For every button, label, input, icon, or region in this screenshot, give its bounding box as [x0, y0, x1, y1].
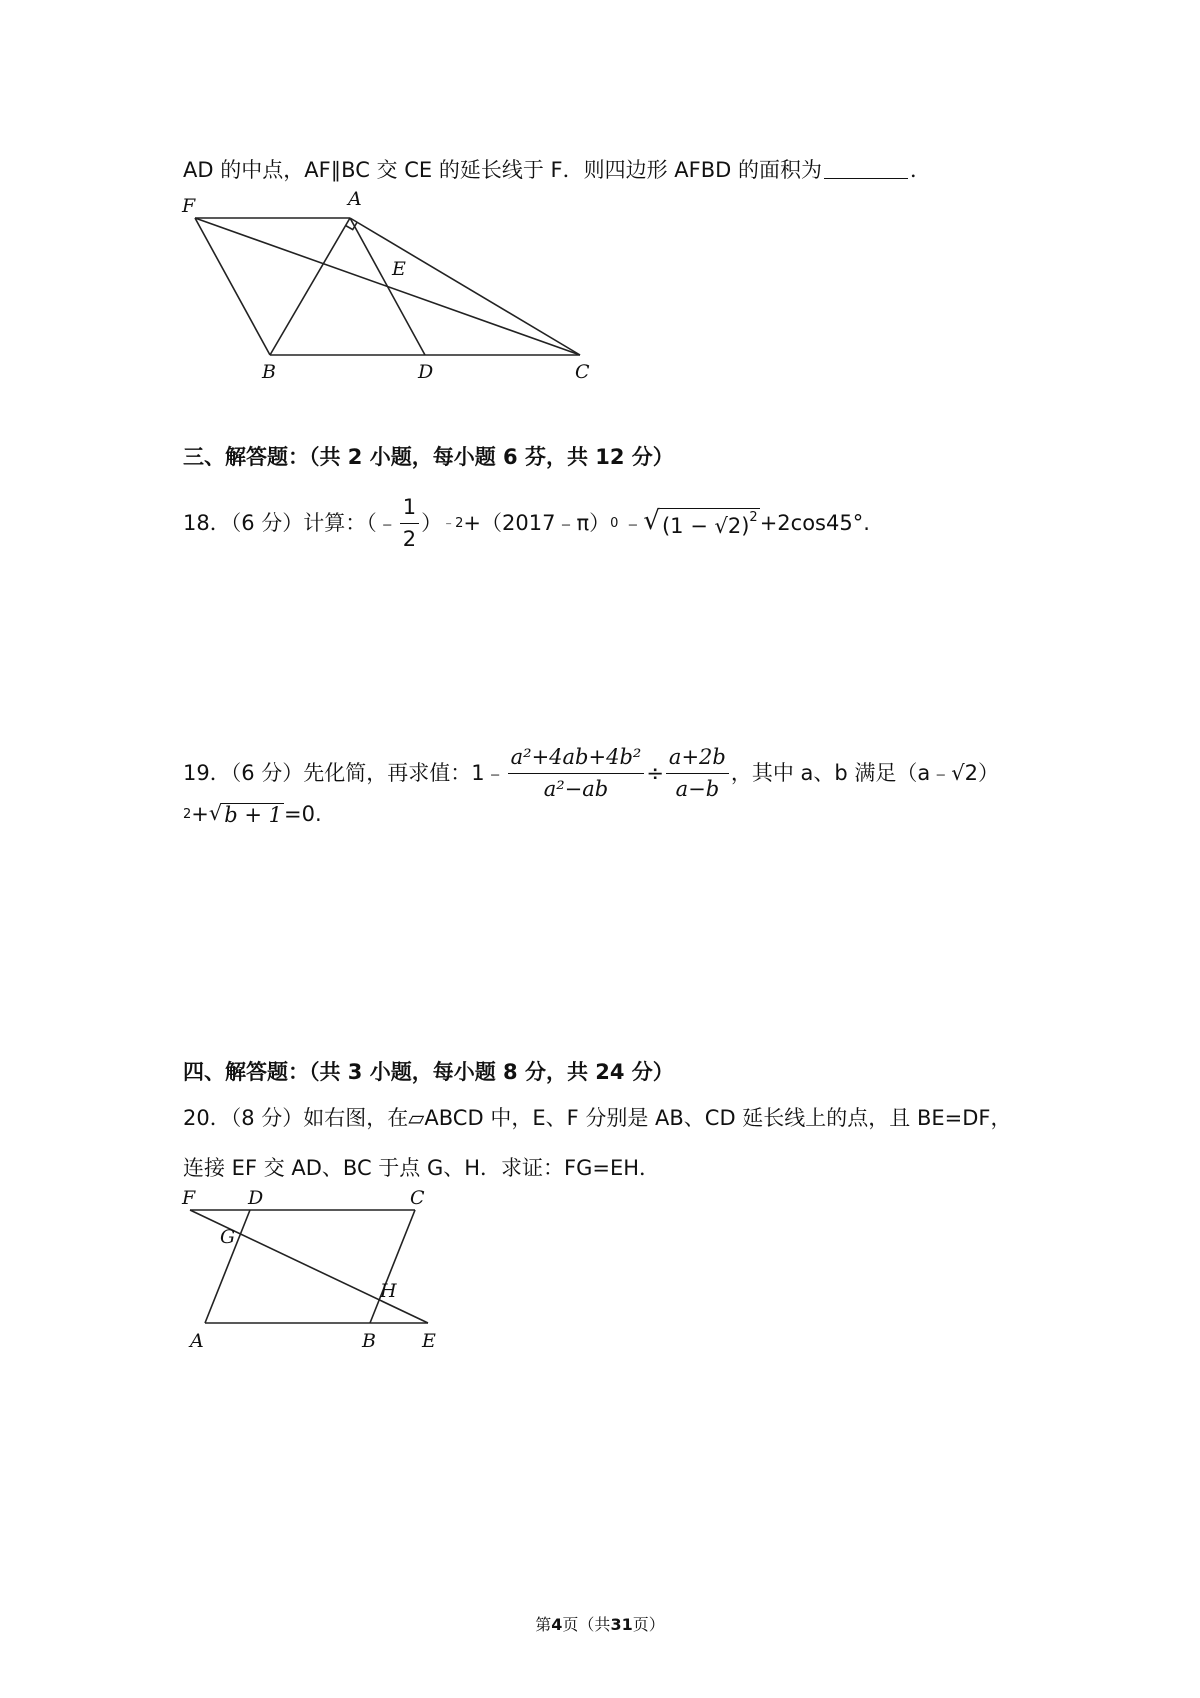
label-c: C: [575, 361, 590, 383]
section-3-heading: 三、解答题：（共 2 小题，每小题 6 芬，共 12 分）: [183, 445, 674, 469]
q19-mid: ，其中 a、b 满足（a﹣√2）: [730, 761, 1000, 786]
q18-exponent-zero: 0: [610, 515, 619, 531]
footer-post: 页）: [632, 1615, 665, 1634]
figure-20: [170, 1185, 460, 1355]
label-c: C: [410, 1187, 425, 1209]
fraction-denominator: 2: [402, 527, 417, 552]
q18-exponent-neg2: ﹣2: [442, 515, 464, 531]
label-f: F: [182, 1187, 196, 1209]
question-20-line-2: 连接 EF 交 AD、BC 于点 G、H．求证：FG=EH．: [183, 1156, 661, 1180]
fraction-main: [508, 745, 645, 802]
segment-ad: [350, 218, 425, 355]
q19-end: =0.: [284, 802, 322, 826]
question-20-line-1: 20．（8 分）如右图，在▱ABCD 中，E、F 分别是 AB、CD 延长线上的点，且 BE=DF，: [183, 1106, 1012, 1130]
q18-mid: +（2017﹣π）: [463, 511, 611, 536]
label-d: D: [248, 1187, 264, 1209]
fraction-divisor-denominator: a−b: [675, 777, 720, 802]
q19-prefix: 19．（6 分）先化简，再求值：1﹣: [183, 761, 506, 786]
label-b: B: [362, 1330, 376, 1352]
q18-minus: ﹣: [622, 511, 644, 536]
radicand-b: b + 1: [224, 803, 283, 827]
q18-suffix: +2cos45°.: [759, 511, 870, 536]
radicand-expr: (1 − √2): [661, 514, 750, 539]
footer-page-number: 4: [551, 1615, 563, 1634]
label-h: H: [380, 1280, 397, 1302]
q19-exponent: 2: [183, 807, 192, 822]
label-a: A: [190, 1330, 204, 1352]
fraction-numerator: 1: [400, 495, 419, 524]
square-root: [643, 508, 759, 539]
answer-blank[interactable]: [824, 160, 908, 179]
radical-sign-icon: √: [643, 506, 660, 537]
fraction-divisor: [666, 745, 729, 802]
fraction-main-numerator: a²+4ab+4b²: [508, 745, 645, 774]
radical-sign-icon: √: [208, 801, 223, 825]
segment-ac: [350, 218, 580, 355]
label-f: F: [182, 195, 196, 217]
label-e: E: [422, 1330, 436, 1352]
segment-ab: [270, 218, 350, 355]
figure-17: [170, 190, 610, 385]
question-17-text: [183, 160, 931, 181]
fraction-main-denominator: a²−ab: [543, 777, 609, 802]
label-a: A: [348, 190, 362, 210]
q19-plus: +: [191, 802, 209, 826]
fraction-divisor-numerator: a+2b: [666, 745, 729, 774]
question-19: [183, 745, 999, 802]
footer-mid: 页（共: [562, 1615, 611, 1634]
question-17-end: ．: [909, 158, 931, 182]
page-footer: [0, 1612, 1200, 1635]
segment-fb: [195, 218, 270, 355]
footer-total-pages: 31: [610, 1615, 633, 1634]
label-g: G: [220, 1226, 236, 1248]
label-d: D: [418, 361, 434, 383]
section-4-heading: 四、解答题：（共 3 小题，每小题 8 分，共 24 分）: [183, 1060, 674, 1084]
division-sign: ÷: [646, 761, 664, 786]
radicand: [660, 508, 760, 539]
question-18: [183, 495, 870, 552]
square-root-b: [209, 803, 284, 826]
question-17-sentence: AD 的中点，AF∥BC 交 CE 的延长线于 F．则四边形 AFBD 的面积为: [183, 158, 822, 182]
radicand-exponent: 2: [749, 510, 758, 526]
q18-prefix: 18．（6 分）计算：（﹣: [183, 511, 398, 536]
label-e: E: [392, 258, 406, 280]
footer-pre: 第: [535, 1615, 552, 1634]
label-b: B: [262, 361, 276, 383]
fraction-one-half: [400, 495, 419, 552]
q18-close-paren: ）: [421, 511, 443, 536]
question-19-line-2: [183, 803, 322, 826]
